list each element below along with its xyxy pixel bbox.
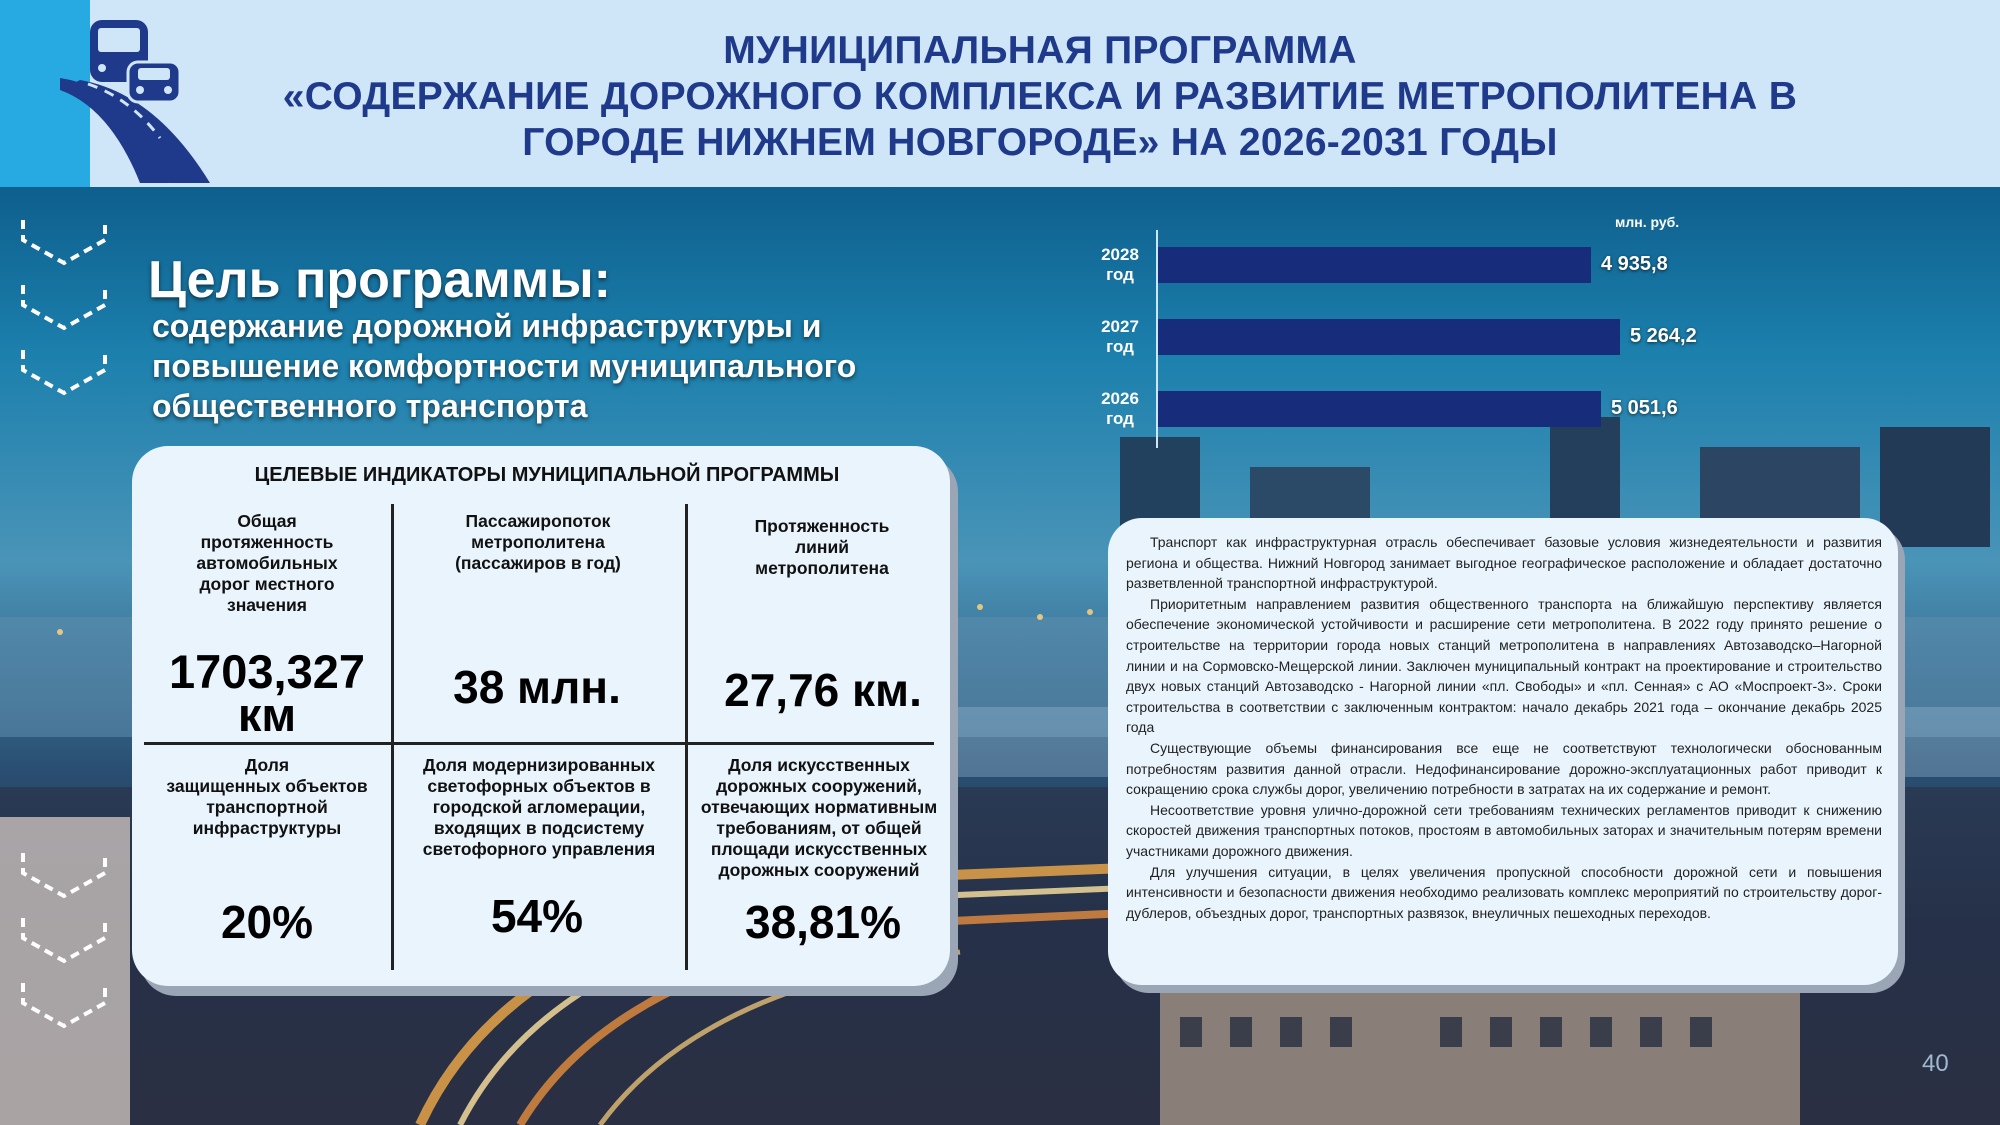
description-text xyxy=(1126,532,1882,923)
indicator-label-artificial-structures: Доля искусственных дорожных сооружений, отвечающих нормативным требованиям, от общей площади искусственных дорожных сооружений xyxy=(700,755,938,880)
indicator-value-protected-objects: 20% xyxy=(220,896,314,948)
bar-value-label: 4 935,8 xyxy=(1601,253,1668,275)
goal-text-line: повышение комфортности муниципального xyxy=(152,348,857,384)
chevron-down-icon xyxy=(18,848,110,1053)
indicator-label-metro-passengers: Пассажиропоток метрополитена (пассажиров в год) xyxy=(455,511,621,573)
goal-heading: Цель программы: xyxy=(148,251,611,309)
bar-category-label: 2026 год xyxy=(1101,389,1139,428)
description-paragraph: Приоритетным направлением развития общественного транспорта на ближайшую перспективу является обеспечение экономической устойчивости и расширение сети метрополитена. В 2022 году принято решение о строительстве на территории города новых станций метрополитена в направлениях Автозаводско–Нагорной линии и на Сормовско-Мещерской линии. Заключен муниципальный контракт на проектирование и строительство двух новых станций Автозаводско - Нагорной линии «пл. Свободы» и «пл. Сенная» с АО «Моспроект-3». Сроки строительства в соответствии с заключенным контрактом: начало декабрь 2021 года – окончание декабрь 2025 года xyxy=(1126,595,1882,736)
goal-text-line: содержание дорожной инфраструктуры и xyxy=(152,308,822,344)
budget-bar-chart xyxy=(1090,225,1790,450)
page-number: 40 xyxy=(1922,1050,1949,1077)
indicators-title: ЦЕЛЕВЫЕ ИНДИКАТОРЫ МУНИЦИПАЛЬНОЙ ПРОГРАММЫ xyxy=(254,464,840,486)
title-line: ГОРОДЕ НИЖНЕМ НОВГОРОДЕ» НА 2026-2031 ГОДЫ xyxy=(522,121,1558,164)
bar xyxy=(1158,319,1620,355)
title-line: «СОДЕРЖАНИЕ ДОРОЖНОГО КОМПЛЕКСА И РАЗВИТИЕ МЕТРОПОЛИТЕНА В xyxy=(282,75,1798,118)
bar-category-label: 2027 год xyxy=(1101,317,1139,356)
indicator-divider xyxy=(685,504,688,970)
header-banner xyxy=(0,0,2000,187)
indicator-value-traffic-lights: 54% xyxy=(490,890,584,942)
indicator-label-protected-objects: Доля защищенных объектов транспортной инфраструктуры xyxy=(166,755,368,838)
bar-value-label: 5 264,2 xyxy=(1630,325,1697,347)
indicator-value-artificial-structures: 38,81% xyxy=(744,896,901,948)
description-paragraph: Для улучшения ситуации, в целях увеличения пропускной способности дорожной сети и повышения интенсивности и безопасности движения необходимо реализовать комплекс мероприятий по строительству дорог-дублеров, объездных дорог, транспортных развязок, внеуличных пешеходных переходов. xyxy=(1126,863,1882,921)
goal-text-line: общественного транспорта xyxy=(152,388,588,424)
indicator-value-metro-passengers: 38 млн. xyxy=(453,661,621,713)
indicator-label-metro-length: Протяженность линий метрополитена xyxy=(754,516,890,578)
chevron-down-icon xyxy=(18,215,110,420)
page-title xyxy=(220,28,1860,166)
bar-category-label: 2028 год xyxy=(1101,245,1139,284)
description-paragraph: Существующие объемы финансирования все еще не соответствуют технологически обоснованным потребностям развития данной отрасли. Недофинансирование дорожно-эксплуатационных работ приводит к сокращению срока службы дорог, увеличению потребности в затратах на их содержание и ремонт. xyxy=(1126,739,1882,798)
indicators-card xyxy=(132,446,950,986)
indicator-divider xyxy=(144,742,934,745)
bar xyxy=(1158,391,1601,427)
description-paragraph: Несоответствие уровня улично-дорожной сети требованиям технических регламентов приводит к снижению скоростей движения транспортных потоков, простоям в автомобильных заторах и значительным потерям времени участниками дорожного движения. xyxy=(1126,801,1882,859)
bar xyxy=(1158,247,1591,283)
goal-text xyxy=(152,306,952,426)
indicator-label-traffic-lights: Доля модернизированных светофорных объектов в городской агломерации, входящих в подсистему светофорного управления xyxy=(422,755,656,859)
description-card xyxy=(1108,518,1898,985)
indicator-value-metro-length: 27,76 км. xyxy=(724,664,922,716)
title-line: МУНИЦИПАЛЬНАЯ ПРОГРАММА xyxy=(723,29,1357,72)
bus-car-road-icon xyxy=(60,18,220,183)
chart-unit-label: млн. руб. xyxy=(1615,214,1680,230)
description-paragraph: Транспорт как инфраструктурная отрасль обеспечивает базовые условия жизнедеятельности и развития региона и общества. Нижний Новгород занимает выгодное географическое расположение и обладает достаточно разветвленной транспортной инфраструктурой. xyxy=(1126,534,1882,592)
indicator-label-road-length: Общая протяженность автомобильных дорог местного значения xyxy=(196,511,338,615)
indicator-value-road-length: 1703,327 км xyxy=(168,645,366,741)
bar-value-label: 5 051,6 xyxy=(1611,397,1678,419)
